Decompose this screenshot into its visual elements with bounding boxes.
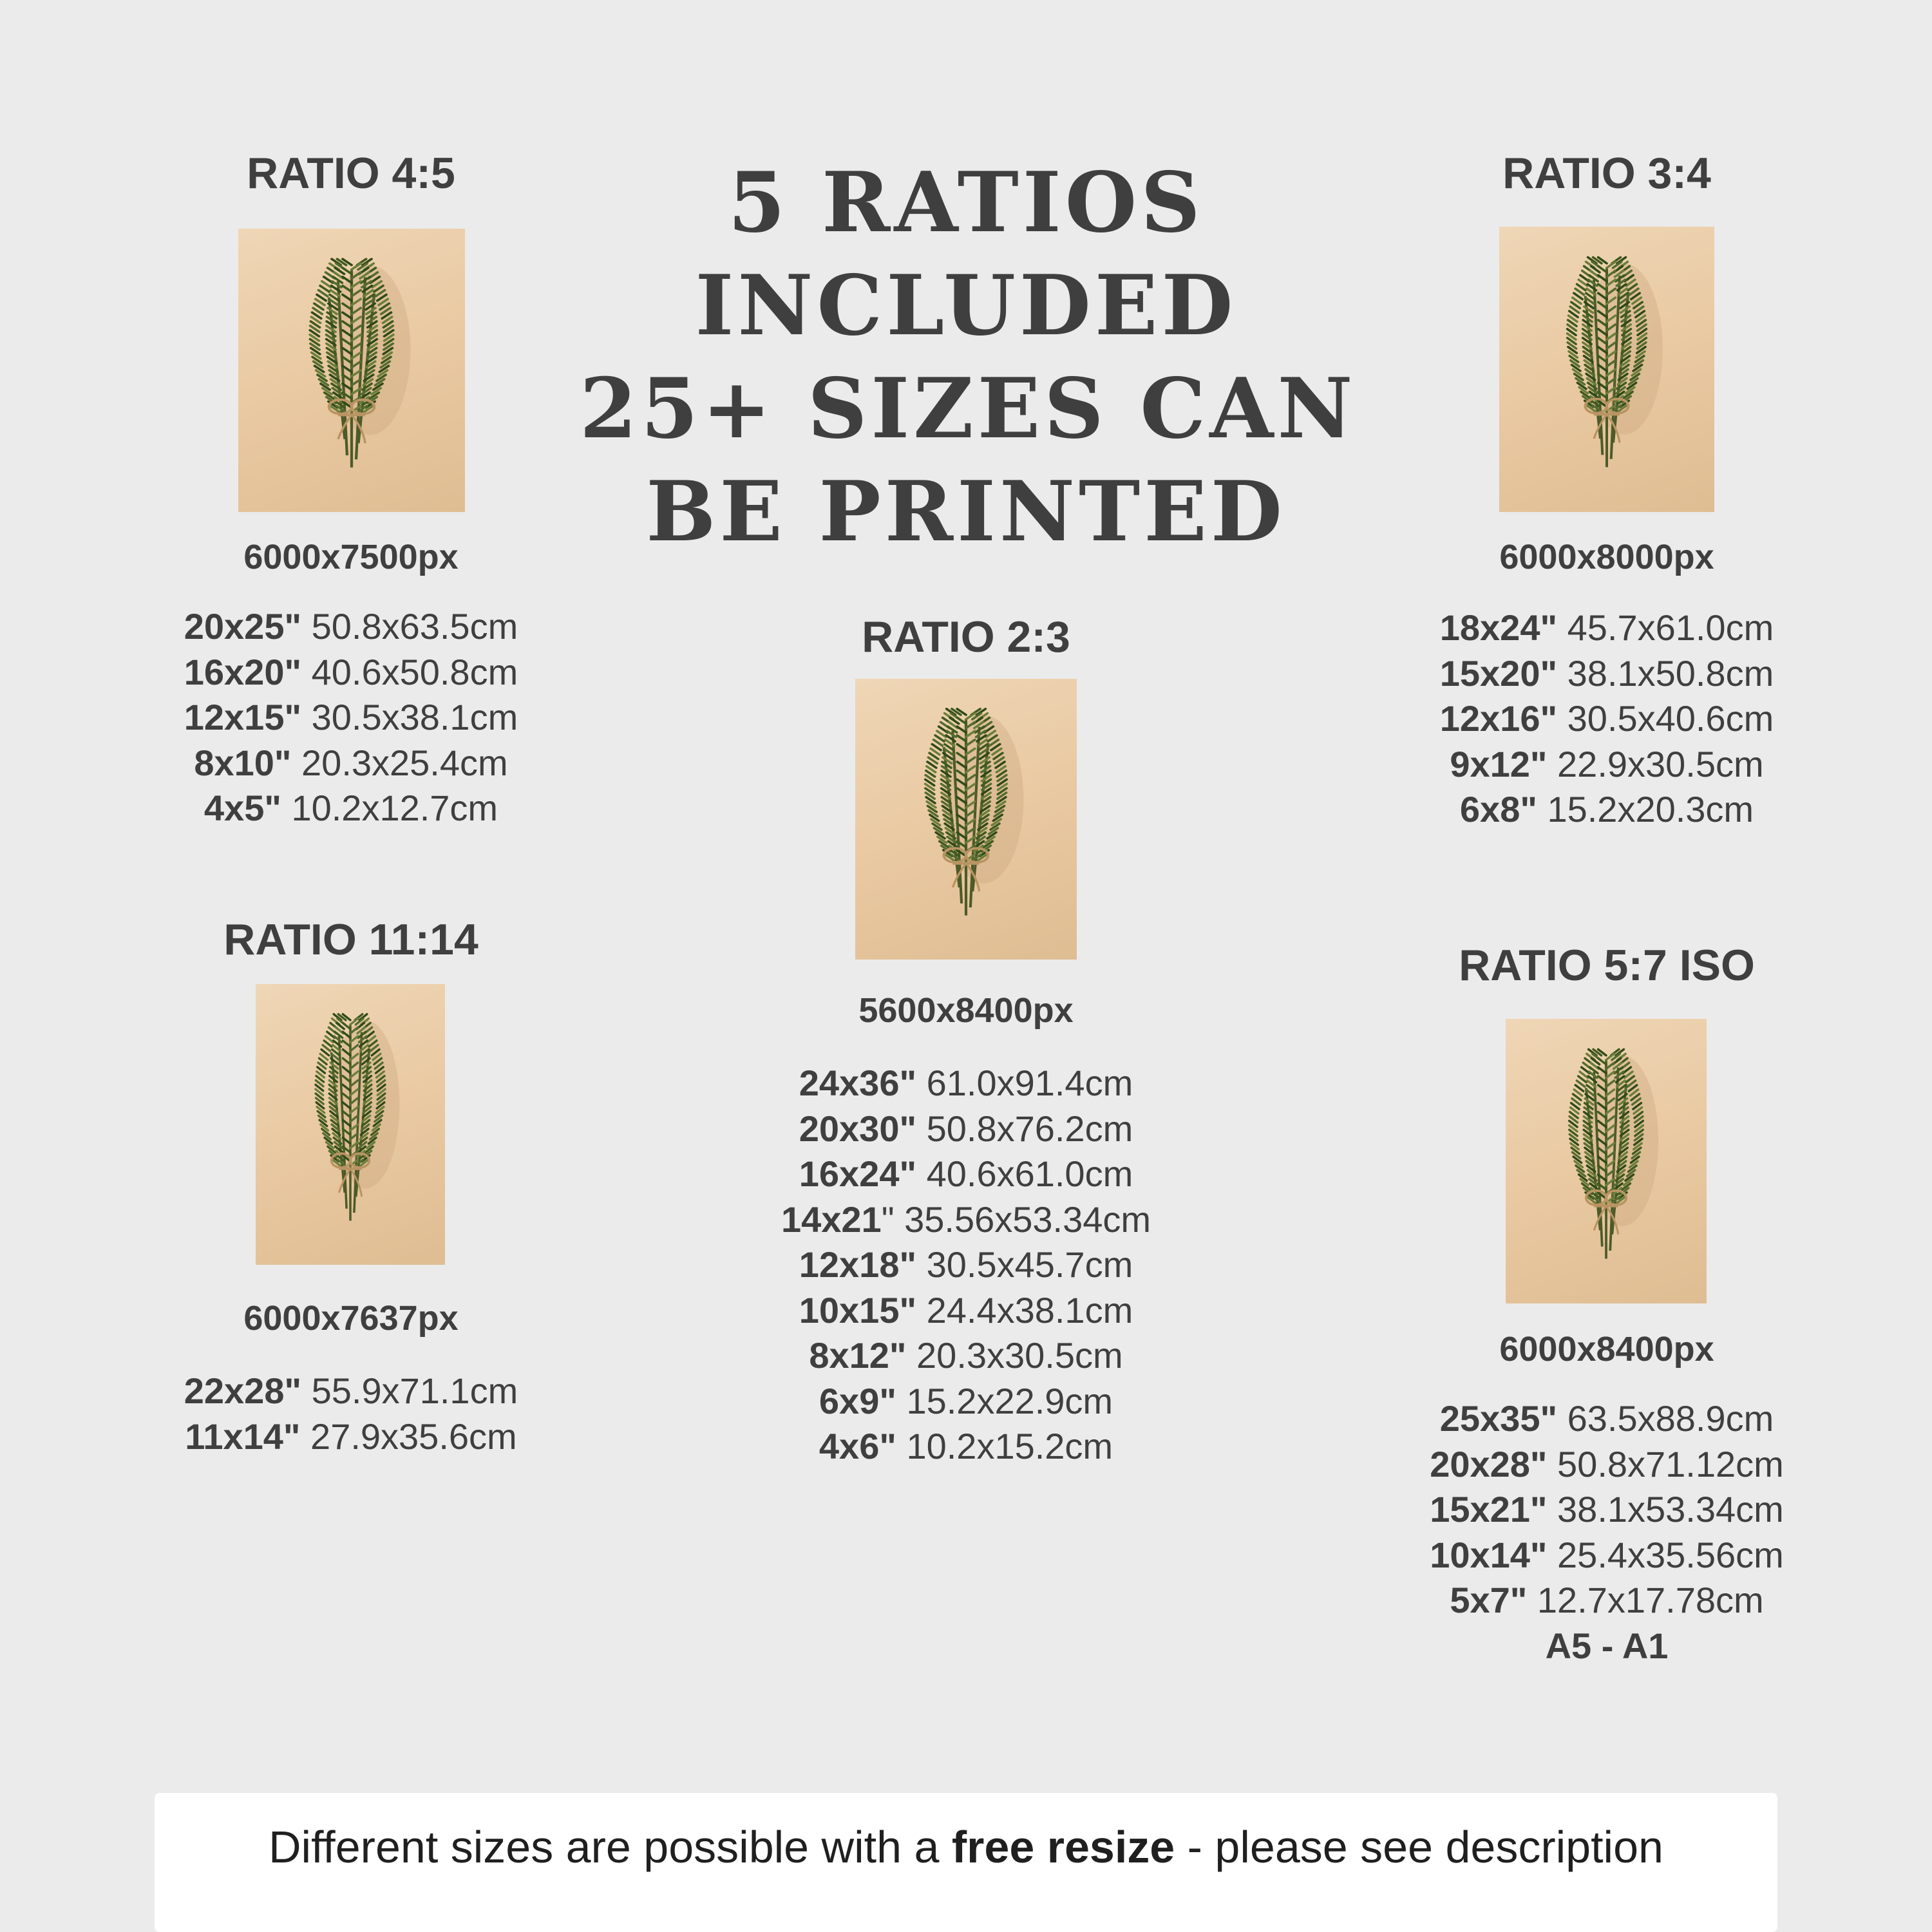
- footer-banner: [155, 1793, 1777, 1932]
- size-row: [734, 1197, 1198, 1243]
- rosemary-icon: [855, 679, 1077, 960]
- size-inches: 4x5": [204, 788, 281, 828]
- size-row: [734, 1151, 1198, 1197]
- size-cm: 38.1x50.8cm: [1557, 652, 1774, 694]
- size-inches: 6x8": [1459, 789, 1537, 829]
- rosemary-icon: [256, 984, 445, 1265]
- size-list: [1378, 1396, 1835, 1669]
- rosemary-print-thumbnail: [256, 984, 445, 1265]
- size-cm: 50.8x76.2cm: [916, 1108, 1133, 1149]
- size-inches: 24x36": [799, 1063, 917, 1103]
- size-row: [1378, 696, 1835, 742]
- size-cm: 50.8x71.12cm: [1547, 1443, 1784, 1484]
- size-row: [1378, 1442, 1835, 1488]
- size-cm: 50.8x63.5cm: [301, 606, 518, 647]
- size-row: [734, 1242, 1198, 1288]
- size-inches: 9x12": [1450, 743, 1548, 784]
- size-cm: 30.5x45.7cm: [916, 1244, 1133, 1285]
- size-inches: 20x30": [799, 1108, 917, 1149]
- size-cm: 20.3x25.4cm: [291, 742, 508, 783]
- size-cm: 27.9x35.6cm: [300, 1416, 517, 1457]
- size-cm: 40.6x50.8cm: [301, 651, 518, 692]
- size-inches: 18x24": [1439, 607, 1558, 648]
- size-row: [734, 1061, 1198, 1106]
- size-inches: 20x28": [1430, 1443, 1548, 1484]
- size-cm: 55.9x71.1cm: [301, 1370, 518, 1411]
- ratio-title: RATIO 2:3: [862, 612, 1070, 661]
- size-row: [1378, 1578, 1835, 1624]
- ratio-block-11-14: [122, 914, 580, 1468]
- size-cm: " 35.56x53.34cm: [881, 1198, 1151, 1240]
- size-cm: 63.5x88.9cm: [1557, 1398, 1774, 1439]
- rosemary-print-thumbnail: [1499, 227, 1714, 512]
- size-cm: 24.4x38.1cm: [916, 1289, 1133, 1331]
- headline-line: INCLUDED: [695, 258, 1237, 354]
- size-cm: 45.7x61.0cm: [1557, 607, 1774, 648]
- size-cm: 30.5x40.6cm: [1557, 698, 1774, 739]
- size-cm: 61.0x91.4cm: [916, 1063, 1133, 1103]
- size-inches: 12x18": [799, 1244, 917, 1285]
- ratio-title: RATIO 3:4: [1502, 149, 1711, 198]
- size-cm: 25.4x35.56cm: [1547, 1534, 1784, 1575]
- size-inches: 25x35": [1439, 1398, 1558, 1439]
- footer-text: - please see description: [1175, 1822, 1663, 1872]
- size-inches: 14x21: [781, 1198, 882, 1240]
- size-row: [734, 1379, 1198, 1425]
- size-cm: 15.2x22.9cm: [896, 1380, 1113, 1421]
- size-inches: 8x12": [809, 1335, 907, 1376]
- size-row: [1378, 787, 1835, 833]
- size-inches: 8x10": [194, 742, 292, 783]
- pixel-size: 5600x8400px: [858, 991, 1074, 1030]
- size-row: [734, 1424, 1198, 1470]
- size-inches: 12x16": [1439, 698, 1558, 739]
- size-row: [122, 650, 580, 696]
- headline-line: 25+ SIZES CAN: [580, 361, 1357, 457]
- size-row: [734, 1288, 1198, 1334]
- size-row: [1378, 1624, 1835, 1669]
- pixel-size: 6000x7637px: [243, 1299, 459, 1338]
- size-row: [734, 1106, 1198, 1152]
- ratio-block-5-7-iso: [1378, 940, 1835, 1681]
- size-inches: 10x14": [1430, 1534, 1548, 1575]
- size-inches: 12x15": [184, 697, 302, 737]
- size-row: [1378, 742, 1835, 788]
- size-row: [122, 741, 580, 786]
- size-row: [122, 1414, 580, 1460]
- size-row: [122, 604, 580, 650]
- size-list: [734, 1061, 1198, 1470]
- size-row: [1378, 1487, 1835, 1533]
- headline-line: 5 RATIOS: [728, 155, 1204, 251]
- size-inches: 6x9": [819, 1380, 896, 1421]
- size-row: [1378, 1396, 1835, 1442]
- headline: [580, 151, 1357, 564]
- rosemary-icon: [1506, 1019, 1707, 1303]
- size-inches: 4x6": [819, 1426, 896, 1466]
- size-row: [122, 1368, 580, 1414]
- size-inches: 20x25": [184, 606, 302, 647]
- rosemary-print-thumbnail: [238, 229, 465, 512]
- rosemary-icon: [1499, 227, 1714, 512]
- size-list: [122, 604, 580, 831]
- rosemary-icon: [238, 229, 465, 512]
- size-row: [122, 786, 580, 831]
- size-cm: 20.3x30.5cm: [906, 1335, 1123, 1376]
- size-inches: 16x20": [184, 651, 302, 692]
- size-cm: 30.5x38.1cm: [301, 697, 518, 737]
- size-cm: 15.2x20.3cm: [1537, 789, 1754, 829]
- size-row: [122, 695, 580, 741]
- size-cm: 12.7x17.78cm: [1527, 1580, 1764, 1620]
- size-inches: 10x15": [799, 1289, 917, 1331]
- size-row: [734, 1333, 1198, 1379]
- size-cm: 10.2x15.2cm: [896, 1426, 1113, 1466]
- size-cm: 22.9x30.5cm: [1547, 743, 1764, 784]
- ratio-block-2-3: [734, 612, 1198, 1488]
- size-cm: 10.2x12.7cm: [281, 788, 498, 828]
- size-row: [1378, 651, 1835, 697]
- pixel-size: 6000x8400px: [1499, 1330, 1714, 1368]
- size-list: [1378, 605, 1835, 833]
- footer-bold-text: free resize: [951, 1822, 1175, 1872]
- size-row: [1378, 605, 1835, 651]
- size-inches: 22x28": [184, 1370, 302, 1411]
- size-list: [122, 1368, 580, 1459]
- size-inches: 15x21": [1430, 1489, 1548, 1530]
- size-cm: 38.1x53.34cm: [1547, 1489, 1784, 1530]
- rosemary-print-thumbnail: [1506, 1019, 1707, 1303]
- pixel-size: 6000x8000px: [1499, 538, 1714, 576]
- size-inches: A5 - A1: [1545, 1625, 1669, 1666]
- size-row: [1378, 1533, 1835, 1578]
- size-inches: 15x20": [1439, 652, 1558, 694]
- rosemary-print-thumbnail: [855, 679, 1077, 960]
- size-inches: 5x7": [1450, 1580, 1528, 1620]
- size-inches: 11x14": [185, 1416, 301, 1457]
- size-cm: 40.6x61.0cm: [916, 1153, 1133, 1194]
- footer-text: Different sizes are possible with a: [269, 1822, 952, 1872]
- ratio-block-3-4: [1378, 148, 1835, 857]
- pixel-size: 6000x7500px: [243, 538, 459, 576]
- ratio-title: RATIO 4:5: [247, 149, 455, 198]
- ratio-title: RATIO 11:14: [223, 915, 478, 964]
- ratio-block-4-5: [122, 148, 580, 857]
- headline-line: BE PRINTED: [646, 464, 1286, 560]
- size-inches: 16x24": [799, 1153, 917, 1194]
- ratio-title: RATIO 5:7 ISO: [1459, 941, 1755, 990]
